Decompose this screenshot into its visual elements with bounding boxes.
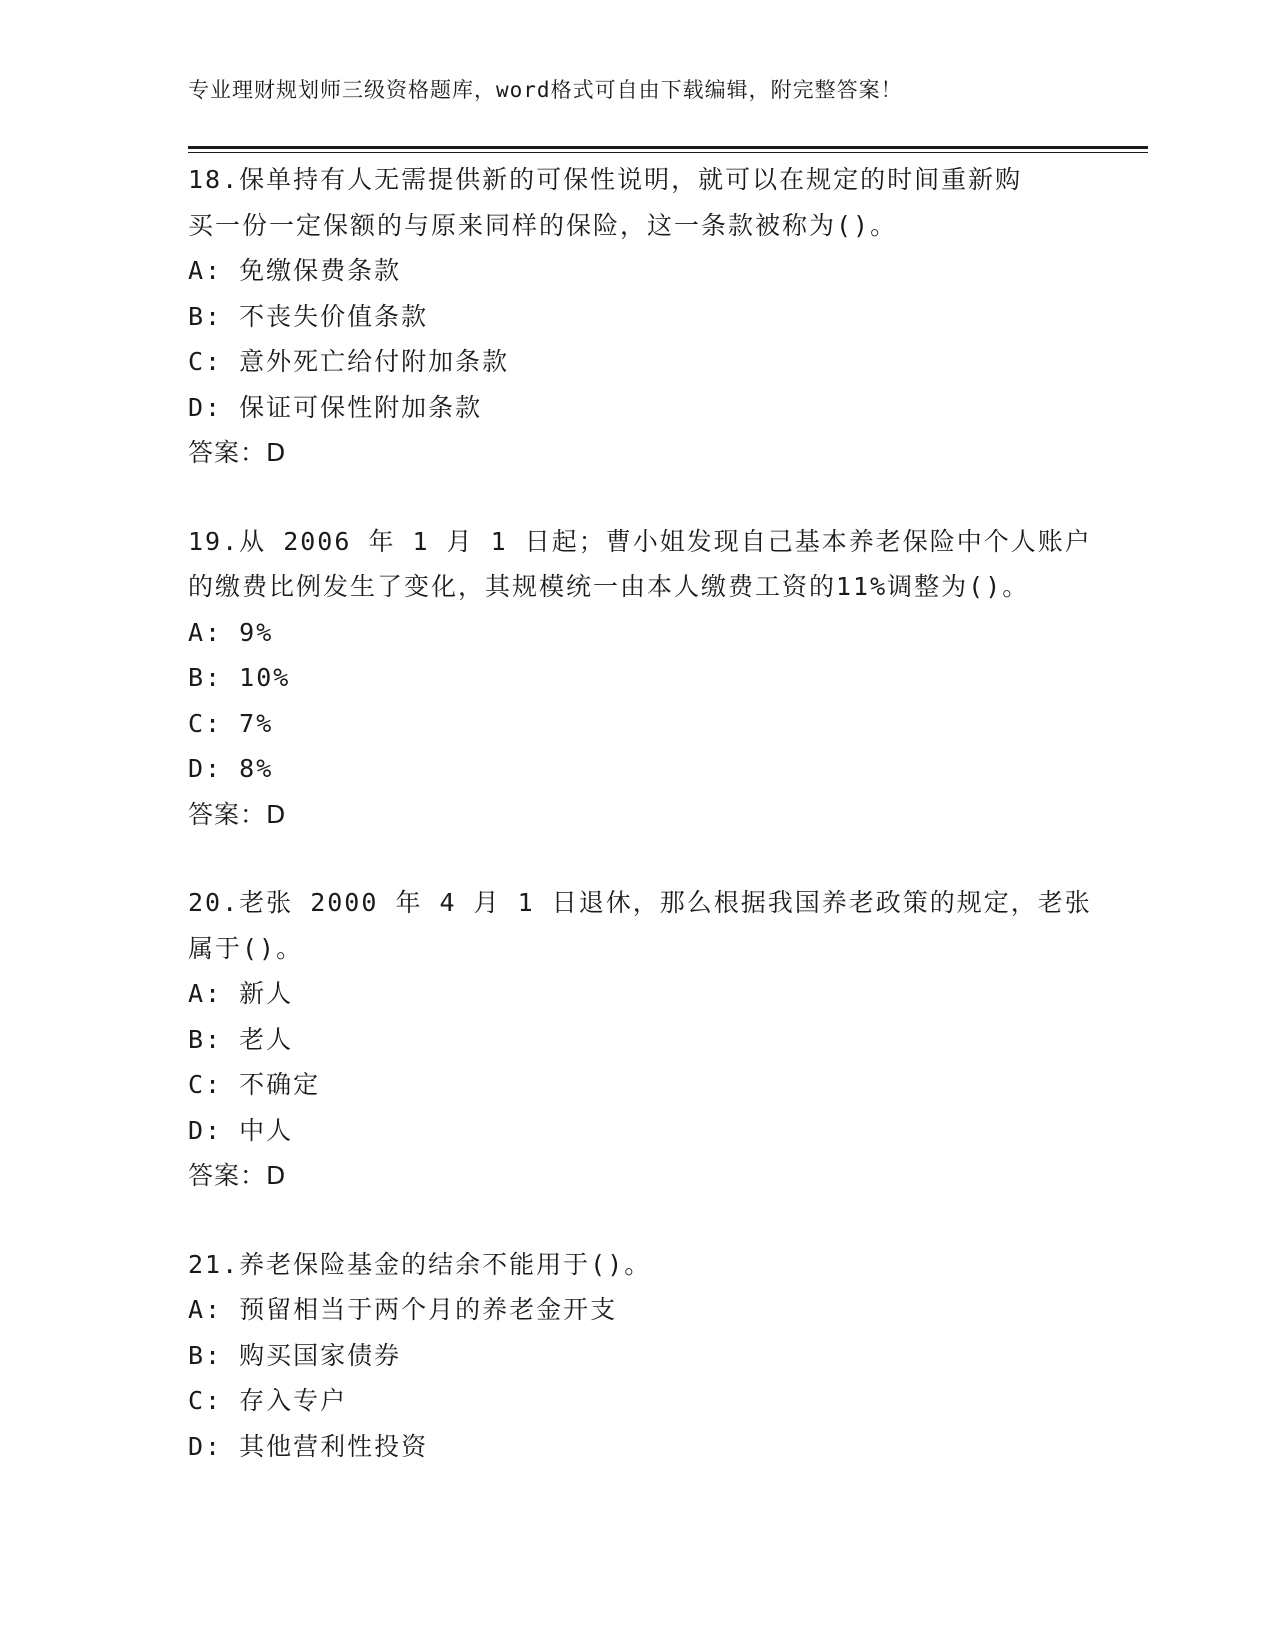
question-18 — [188, 157, 1108, 476]
question-text: 20.老张 2000 年 4 月 1 日退休，那么根据我国养老政策的规定，老张 — [188, 888, 1092, 917]
page-header: 专业理财规划师三级资格题库，word格式可自由下载编辑，附完整答案！ — [188, 78, 903, 102]
option-b: B: 10% — [188, 663, 291, 692]
question-19 — [188, 519, 1108, 838]
option-c: C: 7% — [188, 708, 274, 738]
option-a: A: 9% — [188, 617, 274, 647]
option-b: B: 不丧失价值条款 — [188, 301, 429, 331]
option-d: D: 保证可保性附加条款 — [188, 392, 483, 422]
option-d: D: 8% — [188, 754, 274, 783]
question-text: 属于()。 — [188, 933, 304, 963]
answer: 答案：D — [188, 1161, 287, 1190]
answer: 答案：D — [188, 438, 287, 467]
question-21 — [188, 1242, 1108, 1470]
header-rule-thick — [188, 146, 1148, 149]
question-20 — [188, 880, 1108, 1199]
option-c: C: 意外死亡给付附加条款 — [188, 347, 510, 376]
header-rule-thin — [188, 152, 1148, 153]
question-text: 18.保单持有人无需提供新的可保性说明，就可以在规定的时间重新购 — [188, 165, 1023, 194]
question-text: 买一份一定保额的与原来同样的保险，这一条款被称为()。 — [188, 210, 898, 240]
option-d: D: 其他营利性投资 — [188, 1431, 429, 1461]
option-c: C: 存入专户 — [188, 1386, 348, 1415]
option-b: B: 老人 — [188, 1024, 294, 1054]
option-c: C: 不确定 — [188, 1070, 321, 1099]
question-text: 21.养老保险基金的结余不能用于()。 — [188, 1249, 652, 1279]
question-text: 19.从 2006 年 1 月 1 日起；曹小姐发现自己基本养老保险中个人账户 — [188, 526, 1092, 556]
option-a: A: 预留相当于两个月的养老金开支 — [188, 1295, 618, 1324]
question-list — [188, 157, 1108, 1512]
option-a: A: 免缴保费条款 — [188, 256, 402, 285]
option-d: D: 中人 — [188, 1115, 294, 1145]
option-a: A: 新人 — [188, 979, 294, 1008]
question-text: 的缴费比例发生了变化，其规模统一由本人缴费工资的11%调整为()。 — [188, 572, 1030, 601]
option-b: B: 购买国家债券 — [188, 1340, 402, 1370]
answer: 答案：D — [188, 799, 287, 829]
